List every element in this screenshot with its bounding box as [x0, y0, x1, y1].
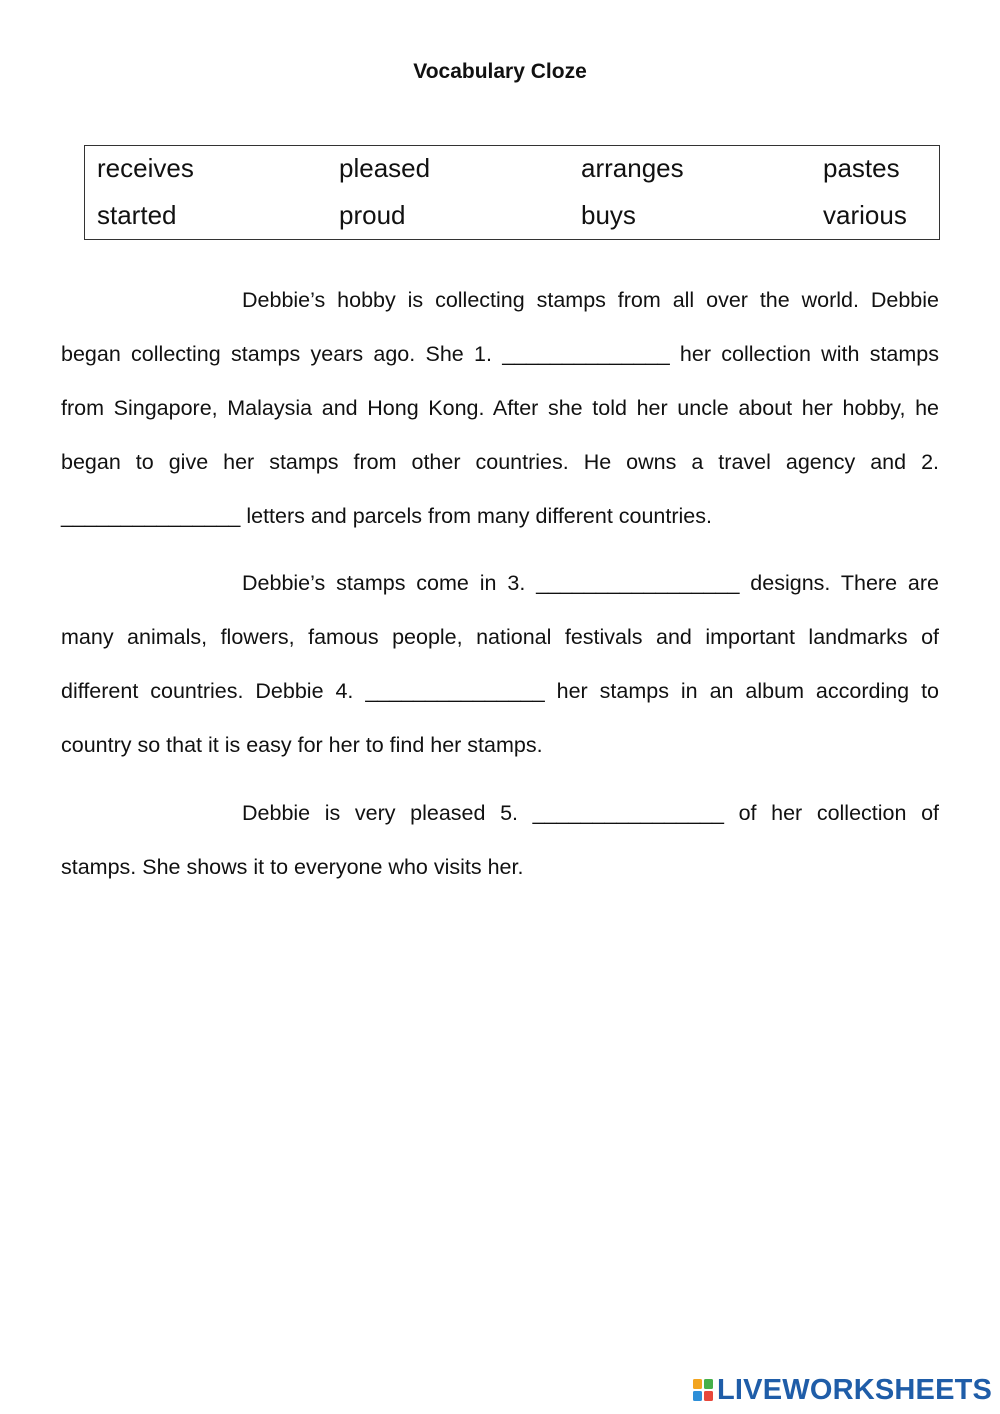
answer-blank-2[interactable]: _______________	[61, 504, 241, 528]
logo-square	[704, 1391, 713, 1401]
paragraph-text: her stamps in an album according to country so that it is easy for her to find her stamps.	[61, 679, 940, 757]
word-bank-item: arranges	[581, 153, 684, 183]
paragraph-text: Debbie’s hobby is collecting stamps from all over the world. Debbie began collecting stamps years ago. She 1.	[61, 288, 939, 366]
word-bank-item: buys	[581, 200, 636, 230]
answer-blank-3[interactable]: _________________	[536, 571, 740, 595]
word-bank	[84, 145, 940, 240]
paragraph-text: her collection with stamps from Singapore, Malaysia and Hong Kong. After she told her uncle about her hobby, he began to give her stamps from other countries. He owns a travel agency and 2.	[61, 342, 939, 474]
paragraph-3	[61, 786, 939, 894]
word-bank-item: proud	[339, 200, 406, 230]
word-bank-item: receives	[97, 153, 194, 183]
word-bank-item: started	[97, 200, 177, 230]
paragraph-text: Debbie’s stamps come in 3.	[242, 571, 537, 595]
paragraph-text: designs. There are many animals, flowers, famous people, national festivals and important landmarks of different countries. Debbie 4.	[61, 571, 939, 703]
logo-square	[693, 1391, 702, 1401]
answer-blank-5[interactable]: ________________	[532, 801, 724, 825]
paragraph-text: Debbie is very pleased 5.	[242, 801, 533, 825]
liveworksheets-logo-icon	[692, 1377, 714, 1403]
brand-name: LIVEWORKSHEETS	[717, 1373, 993, 1406]
worksheet-title: Vocabulary Cloze	[413, 60, 587, 83]
logo-square	[693, 1379, 702, 1389]
word-bank-item: pleased	[339, 153, 431, 183]
paragraph-1	[61, 273, 939, 543]
paragraph-text: letters and parcels from many different countries.	[240, 504, 712, 528]
liveworksheets-brand[interactable]	[692, 1373, 992, 1407]
word-bank-item: various	[823, 200, 907, 230]
paragraph-2	[61, 556, 939, 772]
word-bank-item: pastes	[823, 153, 900, 183]
logo-square	[704, 1379, 713, 1389]
answer-blank-4[interactable]: _______________	[365, 679, 545, 703]
paragraph-text: of her collection of stamps. She shows it to everyone who visits her.	[61, 801, 939, 879]
answer-blank-1[interactable]: ______________	[502, 342, 670, 366]
